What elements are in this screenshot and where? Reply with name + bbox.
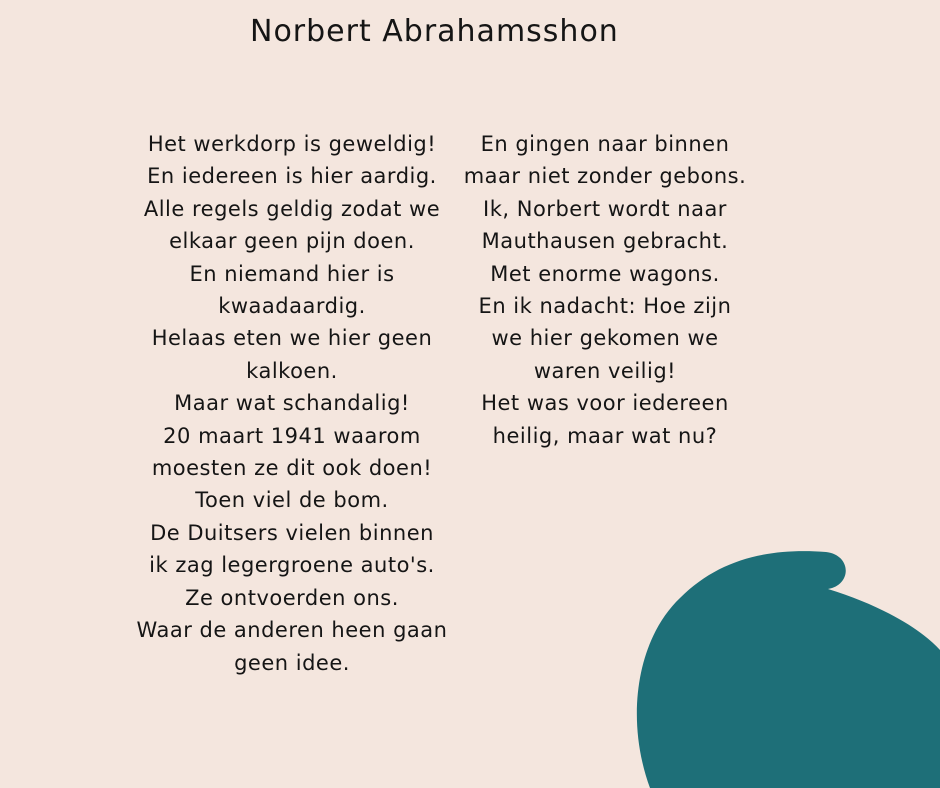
poem-line: Het was voor iedereen heilig, maar wat nu? (481, 391, 729, 448)
poem-line: Ik, Norbert wordt naar Mauthausen gebracht. (481, 196, 729, 254)
poem-line: En gingen naar binnen maar niet zonder gebons. (463, 132, 747, 189)
poem-line: Met enorme wagons. (490, 261, 720, 286)
poem-column-left (132, 128, 452, 679)
poem-line: Waar de anderen heen gaan geen idee. (136, 618, 448, 675)
poem-line: Helaas eten we hier geen kalkoen. (151, 326, 433, 383)
poem-line: En ik nadacht: Hoe zijn we hier gekomen we waren veilig! (478, 294, 732, 383)
poem-line: Ze ontvoerden ons. (185, 585, 399, 610)
poem-line: Maar wat schandalig! (174, 391, 410, 416)
poem-line: Het werkdorp is geweldig! (147, 132, 437, 156)
poem-line: En niemand hier is kwaadaardig. (189, 261, 395, 319)
poem-line: En iedereen is hier aardig. (147, 164, 437, 189)
poem-line: Toen viel de bom. (195, 488, 389, 513)
poem-line: Alle regels geldig zodat we (143, 196, 441, 221)
poem-line: elkaar geen pijn doen. (169, 229, 415, 254)
poem-line: ik zag legergroene auto's. (149, 553, 435, 578)
poem-line: 20 maart 1941 waarom moesten ze dit ook doen! (151, 423, 433, 481)
blob-path (637, 551, 940, 788)
poem-column-right (460, 128, 750, 452)
poem-line: De Duitsers vielen binnen (150, 520, 434, 545)
poem-title: Norbert Abrahamsshon (250, 14, 619, 49)
